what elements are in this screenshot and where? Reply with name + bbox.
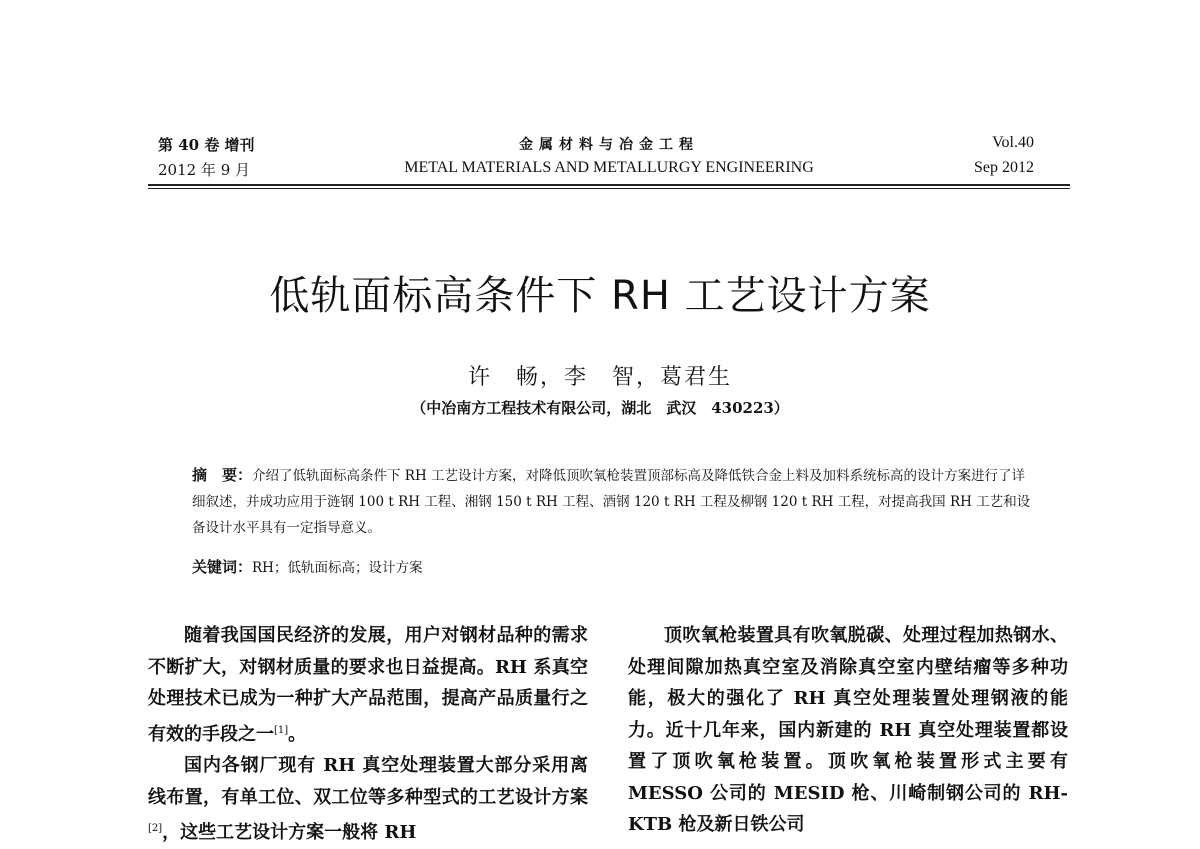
issue-date-en: Sep 2012 [974,159,1034,176]
volume-issue: 第 40 卷 增刊 [158,136,255,154]
abstract [192,462,1032,541]
paragraph-text: 国内各钢厂现有 RH 真空处理装置大部分采用离线布置，有单工位、双工位等多种型式的工艺设计方案 [148,755,588,808]
body-column-right [628,620,1068,841]
keywords-text: RH；低轨面标高；设计方案 [252,560,423,576]
keywords-label: 关键词： [192,558,253,576]
body-column-left [148,620,588,849]
paper-title: 低轨面标高条件下 RH 工艺设计方案 [269,273,931,319]
volume-en: Vol.40 [992,134,1034,151]
paragraph-text: 随着我国国民经济的发展，用户对钢材品种的需求不断扩大，对钢材质量的要求也日益提高。RH 系真空处理技术已成为一种扩大产品范围，提高产品质量行之有效的手段之一 [148,625,588,745]
paragraph [628,620,1068,841]
citation-ref[interactable]: [2] [148,823,163,834]
journal-name-en: METAL MATERIALS AND METALLURGY ENGINEERING [404,159,814,176]
header-rule-thick [148,184,1070,186]
paragraph [148,750,588,849]
citation-ref[interactable]: [1] [274,724,289,736]
paragraph-end: 。 [288,723,307,745]
paragraph-end: ，这些工艺设计方案一般将 RH [162,822,417,843]
running-header [148,132,1070,192]
paragraph [148,620,588,750]
paragraph-text: 顶吹氧枪装置具有吹氧脱碳、处理过程加热钢水、处理间隙加热真空室及消除真空室内壁结瘤等多种功能，极大的强化了 RH 真空处理装置处理钢液的能力。近十几年来，国内新建的 RH 真空处理装置都设置了顶吹氧枪装置。顶吹氧枪装置形式主要有 MESSO 公司的 MESID 枪、川崎制钢公司的 RH-KTB 枪及新日铁公司 [628,625,1068,835]
abstract-text: 介绍了低轨面标高条件下 RH 工艺设计方案，对降低顶吹氧枪装置顶部标高及降低铁合金上料及加料系统标高的设计方案进行了详细叙述，并成功应用于涟钢 100 t RH 工程、湘钢 150 t RH 工程、酒钢 120 t RH 工程及柳钢 120 t RH 工程，对提高我国 RH 工艺和设备设计水平具有一定指导意义。 [192,468,1031,536]
affiliation: （中冶南方工程技术有限公司，湖北 武汉 430223） [411,399,789,417]
abstract-label: 摘 要： [192,466,253,484]
journal-name-cn: 金属材料与冶金工程 [519,137,699,153]
issue-date-cn: 2012 年 9 月 [158,161,251,179]
keywords [192,556,1032,577]
authors: 许 畅，李 智，葛君生 [467,365,732,390]
header-rule-thin [148,188,1070,189]
